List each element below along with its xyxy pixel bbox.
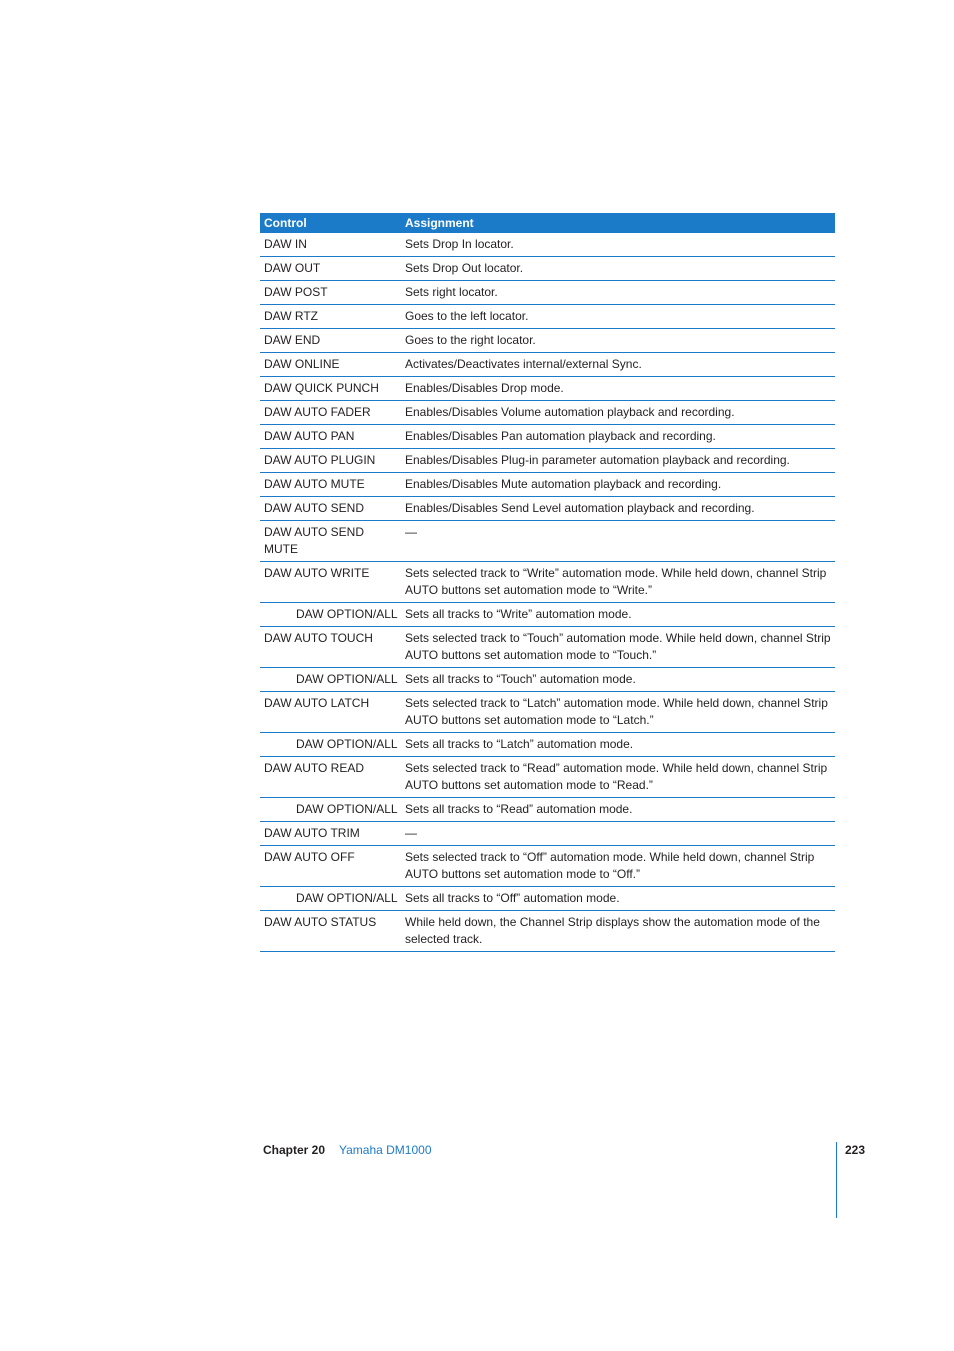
control-assignment-table: [260, 213, 835, 952]
control-cell: DAW AUTO TOUCH: [260, 627, 401, 668]
table-row: [260, 425, 835, 449]
assignment-cell: Sets selected track to “Latch” automation mode. While held down, channel Strip AUTO buttons set automation mode to “Latch.”: [401, 692, 835, 733]
table-row: [260, 305, 835, 329]
footer-divider: [836, 1142, 837, 1218]
table-row: [260, 603, 835, 627]
control-cell: DAW OUT: [260, 257, 401, 281]
table-row: [260, 733, 835, 757]
table-row: [260, 887, 835, 911]
assignment-cell: Sets selected track to “Read” automation mode. While held down, channel Strip AUTO buttons set automation mode to “Read.”: [401, 757, 835, 798]
assignment-cell: Enables/Disables Volume automation playback and recording.: [401, 401, 835, 425]
assignment-cell: Sets selected track to “Off” automation mode. While held down, channel Strip AUTO buttons set automation mode to “Off.”: [401, 846, 835, 887]
table-row: [260, 911, 835, 952]
control-cell: DAW OPTION/ALL: [260, 668, 401, 692]
table-row: [260, 798, 835, 822]
table-row: [260, 668, 835, 692]
table-row: [260, 562, 835, 603]
control-cell: DAW OPTION/ALL: [260, 798, 401, 822]
assignment-cell: —: [401, 521, 835, 562]
table-row: [260, 846, 835, 887]
control-cell: DAW OPTION/ALL: [260, 733, 401, 757]
table-row: [260, 281, 835, 305]
assignment-cell: Goes to the right locator.: [401, 329, 835, 353]
assignment-cell: Sets Drop Out locator.: [401, 257, 835, 281]
control-cell: DAW OPTION/ALL: [260, 887, 401, 911]
control-cell: DAW AUTO READ: [260, 757, 401, 798]
assignment-cell: Sets right locator.: [401, 281, 835, 305]
control-cell: DAW AUTO PLUGIN: [260, 449, 401, 473]
control-cell: DAW AUTO TRIM: [260, 822, 401, 846]
control-cell: DAW POST: [260, 281, 401, 305]
control-cell: DAW AUTO STATUS: [260, 911, 401, 952]
table-row: [260, 329, 835, 353]
assignment-cell: Enables/Disables Pan automation playback and recording.: [401, 425, 835, 449]
header-assignment: Assignment: [401, 213, 835, 233]
assignment-cell: Sets selected track to “Write” automation mode. While held down, channel Strip AUTO buttons set automation mode to “Write.”: [401, 562, 835, 603]
assignment-cell: Sets all tracks to “Latch” automation mode.: [401, 733, 835, 757]
assignment-cell: —: [401, 822, 835, 846]
page-number: 223: [845, 1143, 866, 1157]
assignment-cell: Sets all tracks to “Off” automation mode.: [401, 887, 835, 911]
table-row: [260, 822, 835, 846]
assignment-cell: Goes to the left locator.: [401, 305, 835, 329]
control-cell: DAW OPTION/ALL: [260, 603, 401, 627]
table-row: [260, 449, 835, 473]
table-row: [260, 521, 835, 562]
assignment-cell: Sets selected track to “Touch” automation mode. While held down, channel Strip AUTO buttons set automation mode to “Touch.”: [401, 627, 835, 668]
table-row: [260, 627, 835, 668]
footer-chapter: Chapter 20: [263, 1143, 326, 1157]
assignment-cell: While held down, the Channel Strip displays show the automation mode of the selected track.: [401, 911, 835, 952]
table-row: [260, 353, 835, 377]
assignment-cell: Sets all tracks to “Write” automation mode.: [401, 603, 835, 627]
table-body: [260, 233, 835, 952]
table-row: [260, 757, 835, 798]
assignment-cell: Sets Drop In locator.: [401, 233, 835, 257]
table-row: [260, 233, 835, 257]
assignment-cell: Sets all tracks to “Read” automation mode.: [401, 798, 835, 822]
header-control: Control: [260, 213, 401, 233]
table-row: [260, 692, 835, 733]
control-cell: DAW END: [260, 329, 401, 353]
assignment-cell: Enables/Disables Drop mode.: [401, 377, 835, 401]
control-cell: DAW QUICK PUNCH: [260, 377, 401, 401]
control-cell: DAW AUTO LATCH: [260, 692, 401, 733]
assignment-cell: Activates/Deactivates internal/external Sync.: [401, 353, 835, 377]
assignment-cell: Enables/Disables Send Level automation playback and recording.: [401, 497, 835, 521]
control-cell: DAW AUTO OFF: [260, 846, 401, 887]
control-cell: DAW AUTO WRITE: [260, 562, 401, 603]
control-cell: DAW ONLINE: [260, 353, 401, 377]
control-cell: DAW IN: [260, 233, 401, 257]
control-cell: DAW AUTO MUTE: [260, 473, 401, 497]
control-cell: DAW AUTO FADER: [260, 401, 401, 425]
control-cell: DAW AUTO PAN: [260, 425, 401, 449]
control-cell: DAW AUTO SEND MUTE: [260, 521, 401, 562]
footer-chapter-title[interactable]: Yamaha DM1000: [339, 1143, 432, 1157]
control-cell: DAW AUTO SEND: [260, 497, 401, 521]
assignment-cell: Enables/Disables Plug-in parameter automation playback and recording.: [401, 449, 835, 473]
assignment-cell: Sets all tracks to “Touch” automation mode.: [401, 668, 835, 692]
control-cell: DAW RTZ: [260, 305, 401, 329]
table-header-row: [260, 213, 835, 233]
table-row: [260, 257, 835, 281]
table-row: [260, 377, 835, 401]
table-row: [260, 401, 835, 425]
table-row: [260, 473, 835, 497]
table-row: [260, 497, 835, 521]
assignment-cell: Enables/Disables Mute automation playback and recording.: [401, 473, 835, 497]
